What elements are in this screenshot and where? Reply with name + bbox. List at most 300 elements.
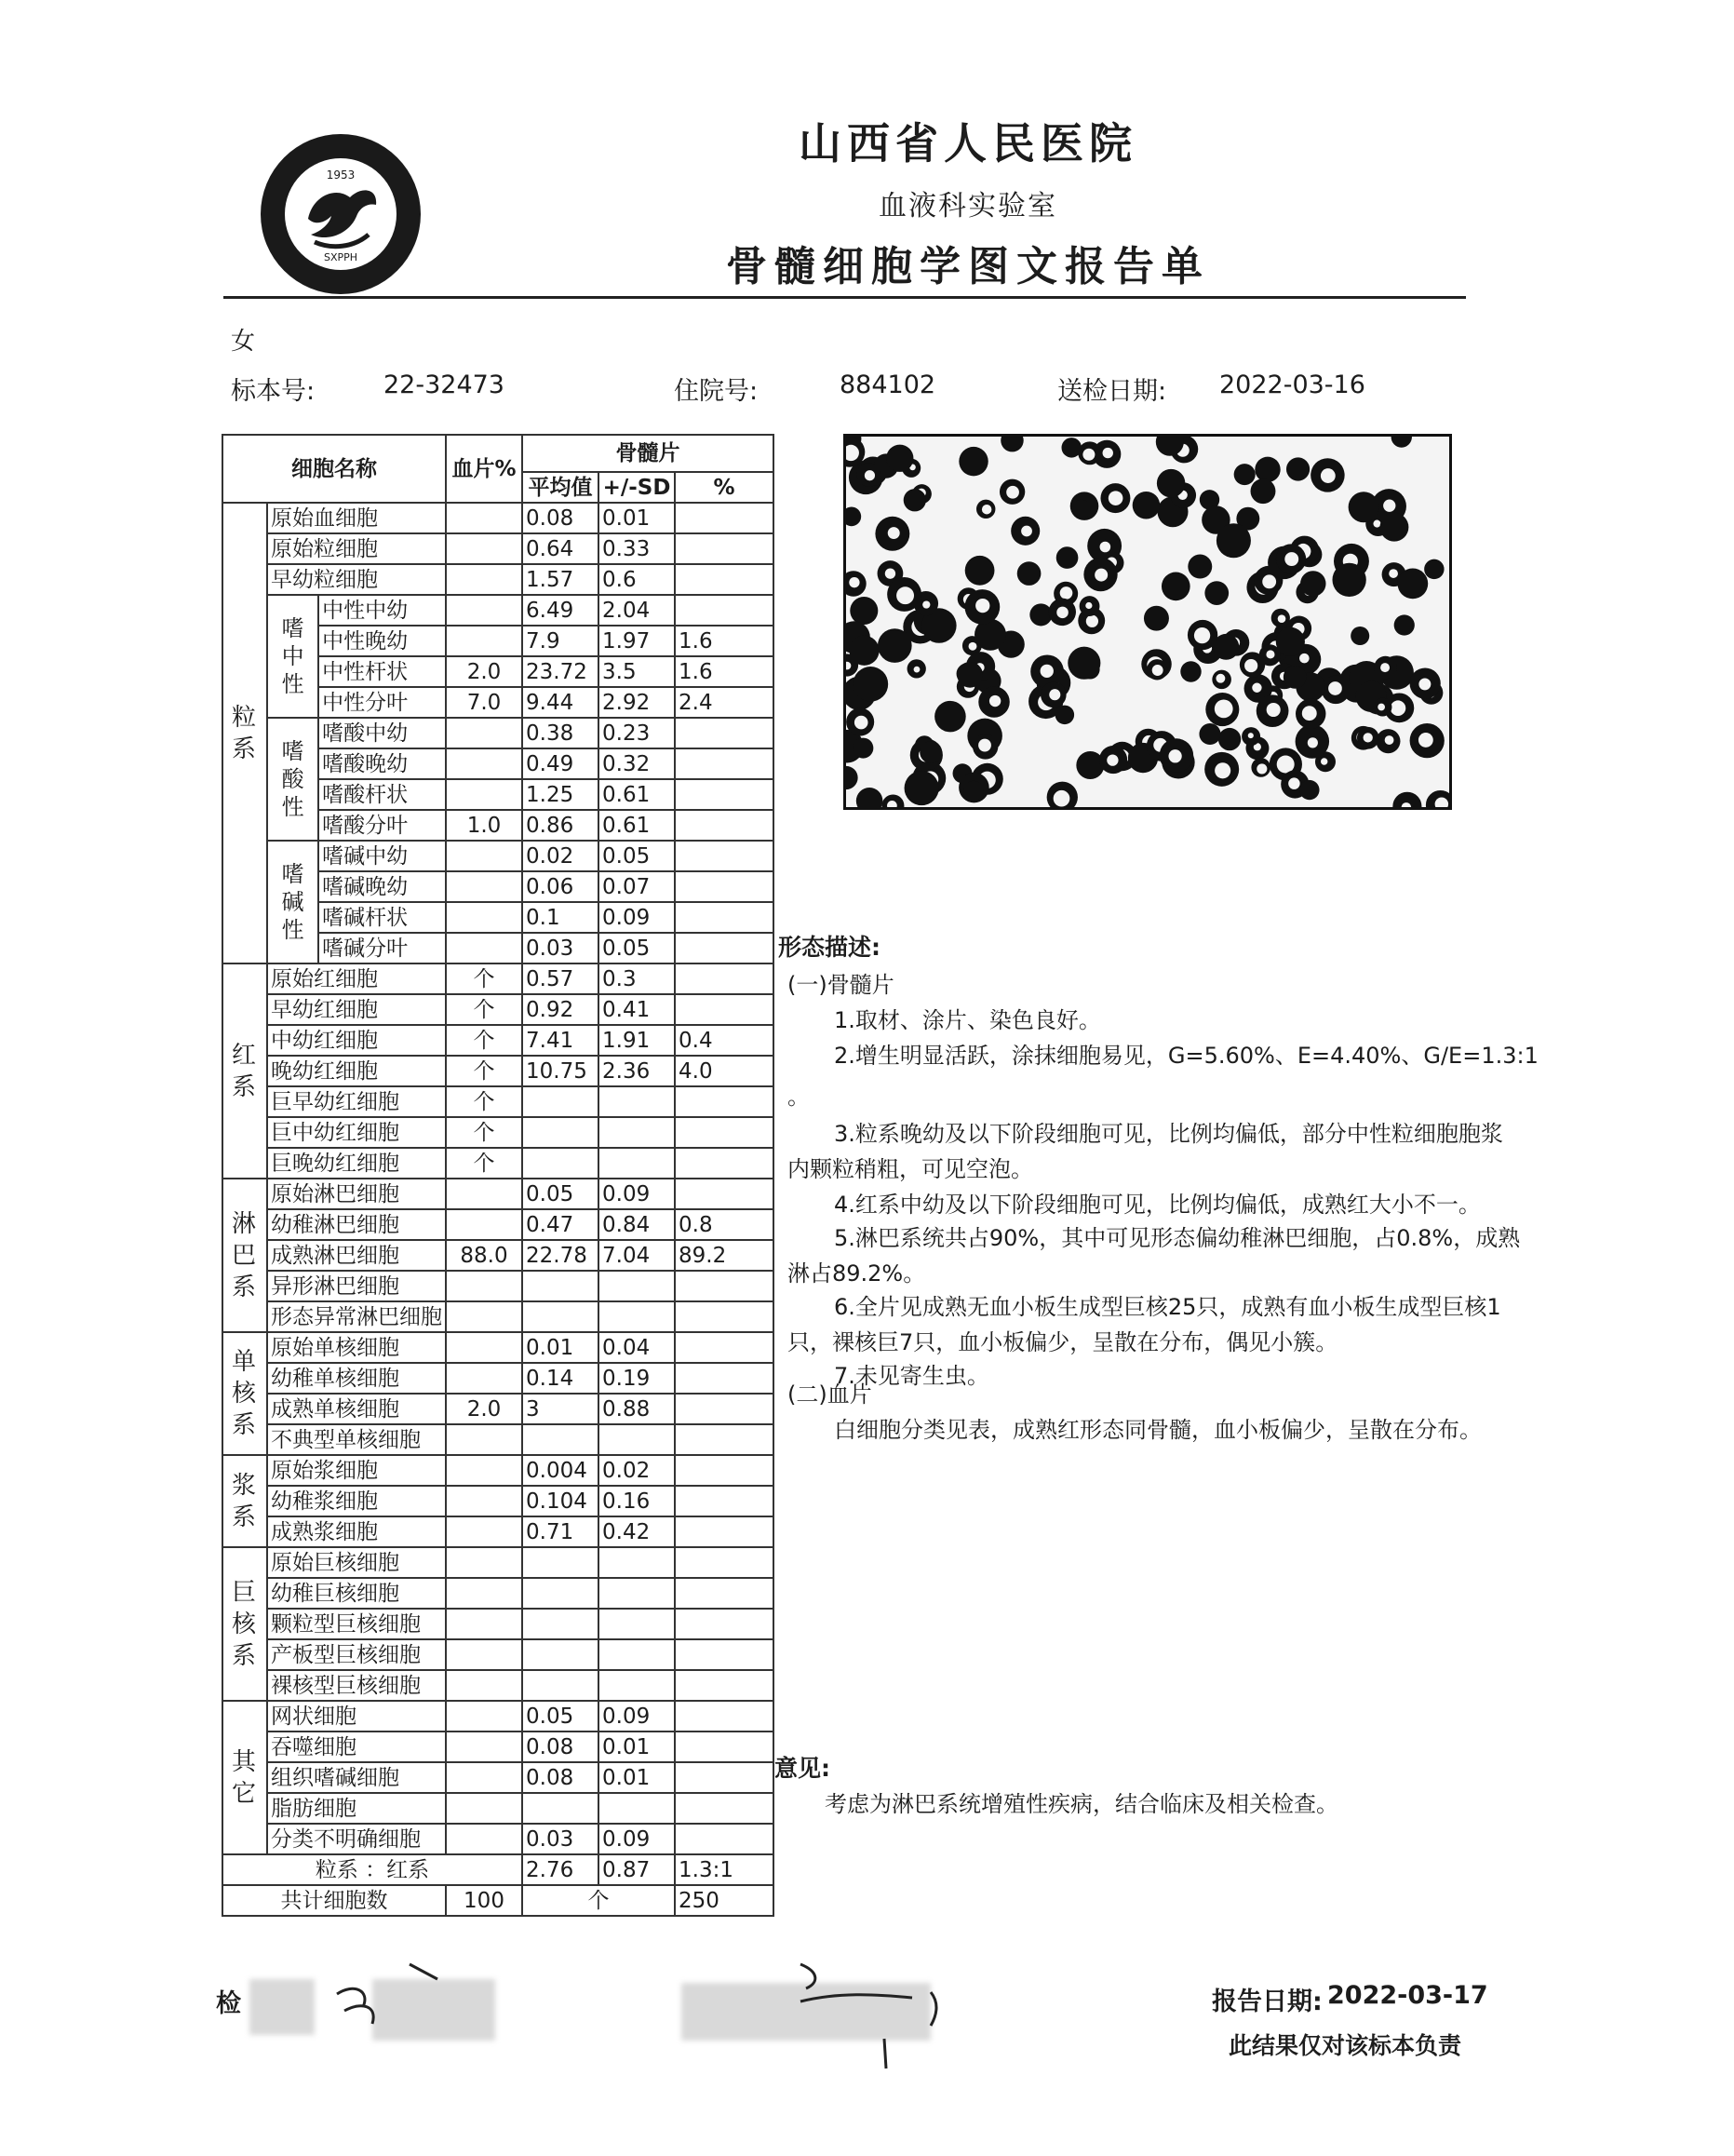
ratio-row bbox=[222, 1854, 773, 1885]
cell-name: 不典型单核细胞 bbox=[267, 1424, 446, 1455]
header-sd: +/-SD bbox=[598, 472, 675, 503]
marrow-mean: 0.004 bbox=[522, 1455, 598, 1486]
marrow-pct bbox=[675, 1394, 773, 1424]
group-lymphoid: 淋巴系 bbox=[222, 1179, 267, 1332]
marrow-mean: 6.49 bbox=[522, 595, 598, 626]
cell-name: 中性中幼 bbox=[318, 595, 446, 626]
description-line: 内颗粒稍粗，可见空泡。 bbox=[787, 1156, 1033, 1182]
marrow-mean bbox=[522, 1547, 598, 1578]
blood-pct bbox=[446, 1271, 522, 1301]
marrow-sd bbox=[598, 1271, 675, 1301]
table-row bbox=[222, 1732, 773, 1762]
blood-pct bbox=[446, 1516, 522, 1547]
blood-pct: 个 bbox=[446, 1117, 522, 1148]
total-unit: 个 bbox=[522, 1885, 675, 1916]
table-row bbox=[222, 1179, 773, 1209]
blood-pct bbox=[446, 1762, 522, 1793]
cell-name: 中性分叶 bbox=[318, 687, 446, 718]
table-row bbox=[222, 1516, 773, 1547]
marrow-pct: 0.8 bbox=[675, 1209, 773, 1240]
marrow-sd: 1.91 bbox=[598, 1025, 675, 1056]
marrow-pct bbox=[675, 718, 773, 748]
cell-name: 嗜碱杆状 bbox=[318, 902, 446, 933]
marrow-mean bbox=[522, 1301, 598, 1332]
marrow-sd: 1.97 bbox=[598, 626, 675, 656]
marrow-pct bbox=[675, 748, 773, 779]
marrow-pct bbox=[675, 1701, 773, 1732]
group-erythroid: 红系 bbox=[222, 963, 267, 1179]
cell-name: 早幼红细胞 bbox=[267, 994, 446, 1025]
description-line: 2.增生明显活跃，涂抹细胞易见，G=5.60%、E=4.40%、G/E=1.3:1 bbox=[834, 1043, 1539, 1069]
marrow-mean: 0.03 bbox=[522, 1824, 598, 1854]
table-row bbox=[222, 1025, 773, 1056]
marrow-sd: 0.3 bbox=[598, 963, 675, 994]
cell-name: 原始巨核细胞 bbox=[267, 1547, 446, 1578]
marrow-pct bbox=[675, 963, 773, 994]
marrow-sd: 0.02 bbox=[598, 1455, 675, 1486]
marrow-sd: 0.05 bbox=[598, 933, 675, 963]
cell-name: 组织嗜碱细胞 bbox=[267, 1762, 446, 1793]
marrow-mean: 0.104 bbox=[522, 1486, 598, 1516]
marrow-mean bbox=[522, 1271, 598, 1301]
marrow-sd: 0.01 bbox=[598, 1762, 675, 1793]
marrow-pct bbox=[675, 841, 773, 871]
marrow-mean: 0.05 bbox=[522, 1701, 598, 1732]
blood-pct bbox=[446, 1209, 522, 1240]
cell-name: 中幼红细胞 bbox=[267, 1025, 446, 1056]
marrow-sd bbox=[598, 1793, 675, 1824]
marrow-pct bbox=[675, 1301, 773, 1332]
cell-name: 成熟浆细胞 bbox=[267, 1516, 446, 1547]
description-line: 1.取材、涂片、染色良好。 bbox=[834, 1007, 1101, 1033]
marrow-sd bbox=[598, 1639, 675, 1670]
marrow-pct bbox=[675, 1486, 773, 1516]
cell-name: 成熟单核细胞 bbox=[267, 1394, 446, 1424]
marrow-pct bbox=[675, 1578, 773, 1609]
marrow-pct: 1.6 bbox=[675, 656, 773, 687]
cell-name: 原始浆细胞 bbox=[267, 1455, 446, 1486]
cell-name: 嗜碱晚幼 bbox=[318, 871, 446, 902]
table-row bbox=[222, 1486, 773, 1516]
marrow-pct bbox=[675, 933, 773, 963]
description-line: 3.粒系晚幼及以下阶段细胞可见，比例均偏低，部分中性粒细胞胞浆 bbox=[834, 1121, 1503, 1147]
submit-date: 2022-03-16 bbox=[1219, 371, 1365, 399]
marrow-mean: 0.86 bbox=[522, 810, 598, 841]
marrow-pct bbox=[675, 994, 773, 1025]
total-marrow: 250 bbox=[675, 1885, 773, 1916]
marrow-sd bbox=[598, 1301, 675, 1332]
marrow-mean bbox=[522, 1578, 598, 1609]
header-marrow: 骨髓片 bbox=[522, 435, 773, 472]
marrow-pct bbox=[675, 1424, 773, 1455]
table-row bbox=[222, 1701, 773, 1732]
blood-pct bbox=[446, 503, 522, 533]
blood-pct bbox=[446, 1424, 522, 1455]
marrow-mean: 0.08 bbox=[522, 1762, 598, 1793]
table-row bbox=[222, 1639, 773, 1670]
marrow-pct bbox=[675, 1793, 773, 1824]
blood-pct: 个 bbox=[446, 994, 522, 1025]
blood-pct: 7.0 bbox=[446, 687, 522, 718]
group-megakaryocyte: 巨核系 bbox=[222, 1547, 267, 1701]
marrow-mean: 7.9 bbox=[522, 626, 598, 656]
department-name: 血液科实验室 bbox=[879, 190, 1057, 222]
marrow-sd: 0.09 bbox=[598, 1179, 675, 1209]
marrow-pct: 2.4 bbox=[675, 687, 773, 718]
subgroup-eosinophil: 嗜酸性 bbox=[267, 718, 318, 841]
marrow-pct bbox=[675, 1332, 773, 1363]
total-row bbox=[222, 1885, 773, 1916]
hospital-name: 山西省人民医院 bbox=[799, 118, 1137, 168]
marrow-sd: 0.84 bbox=[598, 1209, 675, 1240]
table-row bbox=[222, 533, 773, 564]
cell-name: 早幼粒细胞 bbox=[267, 564, 446, 595]
table-row bbox=[222, 503, 773, 533]
table-row bbox=[222, 1240, 773, 1271]
cell-name: 嗜碱分叶 bbox=[318, 933, 446, 963]
blood-pct bbox=[446, 626, 522, 656]
cell-name: 嗜酸分叶 bbox=[318, 810, 446, 841]
subgroup-neutrophil: 嗜中性 bbox=[267, 595, 318, 718]
table-row bbox=[222, 595, 773, 626]
blood-pct bbox=[446, 533, 522, 564]
inpatient-label: 住院号: bbox=[674, 377, 759, 406]
marrow-mean: 0.38 bbox=[522, 718, 598, 748]
marrow-pct bbox=[675, 1824, 773, 1854]
marrow-mean: 0.64 bbox=[522, 533, 598, 564]
marrow-sd: 0.6 bbox=[598, 564, 675, 595]
total-blood: 100 bbox=[446, 1885, 522, 1916]
marrow-pct bbox=[675, 902, 773, 933]
marrow-sd bbox=[598, 1424, 675, 1455]
marrow-mean: 10.75 bbox=[522, 1056, 598, 1086]
marrow-mean: 0.08 bbox=[522, 1732, 598, 1762]
marrow-sd bbox=[598, 1148, 675, 1179]
opinion-text: 考虑为淋巴系统增殖性疾病，结合临床及相关检查。 bbox=[825, 1791, 1338, 1817]
marrow-mean: 0.08 bbox=[522, 503, 598, 533]
group-plasma: 浆系 bbox=[222, 1455, 267, 1547]
marrow-pct bbox=[675, 1670, 773, 1701]
marrow-sd: 0.01 bbox=[598, 503, 675, 533]
marrow-mean: 0.01 bbox=[522, 1332, 598, 1363]
cell-name: 原始血细胞 bbox=[267, 503, 446, 533]
marrow-sd bbox=[598, 1670, 675, 1701]
specimen-label: 标本号: bbox=[231, 377, 316, 406]
table-row bbox=[222, 1209, 773, 1240]
marrow-pct: 0.4 bbox=[675, 1025, 773, 1056]
marrow-mean bbox=[522, 1424, 598, 1455]
description-line: 。 bbox=[787, 1084, 810, 1110]
blood-pct bbox=[446, 748, 522, 779]
blood-pct: 2.0 bbox=[446, 1394, 522, 1424]
marrow-sd: 0.04 bbox=[598, 1332, 675, 1363]
ratio-sd: 0.87 bbox=[598, 1854, 675, 1885]
marrow-mean: 22.78 bbox=[522, 1240, 598, 1271]
marrow-mean: 0.92 bbox=[522, 994, 598, 1025]
cell-name: 幼稚巨核细胞 bbox=[267, 1578, 446, 1609]
blood-pct: 2.0 bbox=[446, 656, 522, 687]
morphology-title: 形态描述: bbox=[778, 934, 880, 961]
marrow-sd: 0.09 bbox=[598, 1701, 675, 1732]
disclaimer: 此结果仅对该标本负责 bbox=[1229, 2032, 1462, 2059]
description-line: 4.红系中幼及以下阶段细胞可见，比例均偏低，成熟红大小不一。 bbox=[834, 1192, 1481, 1218]
marrow-sd bbox=[598, 1578, 675, 1609]
table-row bbox=[222, 1301, 773, 1332]
blood-pct: 88.0 bbox=[446, 1240, 522, 1271]
marrow-pct bbox=[675, 533, 773, 564]
marrow-mean: 1.25 bbox=[522, 779, 598, 810]
blood-pct bbox=[446, 1578, 522, 1609]
blood-pct bbox=[446, 595, 522, 626]
marrow-sd: 0.32 bbox=[598, 748, 675, 779]
blood-pct bbox=[446, 718, 522, 748]
table-row bbox=[222, 1394, 773, 1424]
marrow-mean: 0.02 bbox=[522, 841, 598, 871]
marrow-mean bbox=[522, 1639, 598, 1670]
group-other: 其它 bbox=[222, 1701, 267, 1854]
blood-pct: 个 bbox=[446, 1056, 522, 1086]
group-monocyte: 单核系 bbox=[222, 1332, 267, 1455]
marrow-mean: 0.05 bbox=[522, 1179, 598, 1209]
blood-pct bbox=[446, 1793, 522, 1824]
blood-pct bbox=[446, 779, 522, 810]
marrow-pct bbox=[675, 1455, 773, 1486]
blood-pct: 1.0 bbox=[446, 810, 522, 841]
blood-pct: 个 bbox=[446, 1148, 522, 1179]
marrow-pct: 89.2 bbox=[675, 1240, 773, 1271]
table-row bbox=[222, 1762, 773, 1793]
cell-name: 嗜酸晚幼 bbox=[318, 748, 446, 779]
blood-pct bbox=[446, 871, 522, 902]
header-mean: 平均值 bbox=[522, 472, 598, 503]
blood-pct: 个 bbox=[446, 1086, 522, 1117]
marrow-mean bbox=[522, 1148, 598, 1179]
logo-year: 1953 bbox=[326, 168, 356, 182]
marrow-mean bbox=[522, 1793, 598, 1824]
cell-name: 裸核型巨核细胞 bbox=[267, 1670, 446, 1701]
marrow-sd: 0.01 bbox=[598, 1732, 675, 1762]
marrow-pct bbox=[675, 1609, 773, 1639]
cell-name: 巨晚幼红细胞 bbox=[267, 1148, 446, 1179]
blood-pct bbox=[446, 1363, 522, 1394]
marrow-heading: (一)骨髓片 bbox=[787, 972, 894, 998]
header-cell-name: 细胞名称 bbox=[222, 435, 446, 503]
marrow-sd: 0.61 bbox=[598, 779, 675, 810]
cell-name: 颗粒型巨核细胞 bbox=[267, 1609, 446, 1639]
marrow-pct: 1.6 bbox=[675, 626, 773, 656]
cell-name: 巨早幼红细胞 bbox=[267, 1086, 446, 1117]
opinion-title: 意见: bbox=[774, 1755, 830, 1782]
report-date: 2022-03-17 bbox=[1327, 1981, 1488, 2010]
cell-name: 晚幼红细胞 bbox=[267, 1056, 446, 1086]
table-row bbox=[222, 1148, 773, 1179]
patient-gender: 女 bbox=[231, 328, 256, 356]
marrow-mean: 0.47 bbox=[522, 1209, 598, 1240]
marrow-sd bbox=[598, 1117, 675, 1148]
table-row bbox=[222, 564, 773, 595]
marrow-mean: 23.72 bbox=[522, 656, 598, 687]
marrow-sd: 7.04 bbox=[598, 1240, 675, 1271]
blood-pct bbox=[446, 933, 522, 963]
marrow-sd: 0.07 bbox=[598, 871, 675, 902]
description-line: 6.全片见成熟无血小板生成型巨核25只，成熟有血小板生成型巨核1 bbox=[834, 1294, 1501, 1320]
marrow-mean bbox=[522, 1670, 598, 1701]
marrow-mean bbox=[522, 1609, 598, 1639]
table-row bbox=[222, 1670, 773, 1701]
blood-pct bbox=[446, 1301, 522, 1332]
marrow-mean bbox=[522, 1086, 598, 1117]
blood-pct bbox=[446, 1639, 522, 1670]
table-row bbox=[222, 1271, 773, 1301]
report-date-label: 报告日期: bbox=[1212, 1988, 1323, 2016]
marrow-sd: 0.19 bbox=[598, 1363, 675, 1394]
cell-name: 形态异常淋巴细胞 bbox=[267, 1301, 446, 1332]
blood-pct bbox=[446, 1547, 522, 1578]
marrow-pct bbox=[675, 1117, 773, 1148]
marrow-mean: 0.57 bbox=[522, 963, 598, 994]
marrow-pct bbox=[675, 871, 773, 902]
marrow-mean bbox=[522, 1117, 598, 1148]
table-row bbox=[222, 1363, 773, 1394]
marrow-mean: 7.41 bbox=[522, 1025, 598, 1056]
group-granulocyte: 粒系 bbox=[222, 503, 267, 963]
bone-marrow-micrograph bbox=[843, 434, 1452, 810]
description-line: 只，裸核巨7只，血小板偏少，呈散在分布，偶见小簇。 bbox=[787, 1329, 1338, 1355]
marrow-pct bbox=[675, 595, 773, 626]
marrow-sd: 0.61 bbox=[598, 810, 675, 841]
cell-name: 幼稚浆细胞 bbox=[267, 1486, 446, 1516]
cell-name: 嗜碱中幼 bbox=[318, 841, 446, 871]
marrow-pct bbox=[675, 1148, 773, 1179]
blood-pct: 个 bbox=[446, 963, 522, 994]
blood-pct bbox=[446, 1670, 522, 1701]
marrow-sd: 2.04 bbox=[598, 595, 675, 626]
blood-pct bbox=[446, 902, 522, 933]
blood-pct bbox=[446, 1486, 522, 1516]
marrow-pct bbox=[675, 1732, 773, 1762]
marrow-sd: 0.23 bbox=[598, 718, 675, 748]
specimen-number: 22-32473 bbox=[383, 371, 504, 399]
marrow-sd: 2.36 bbox=[598, 1056, 675, 1086]
marrow-mean: 0.06 bbox=[522, 871, 598, 902]
cell-name: 中性杆状 bbox=[318, 656, 446, 687]
marrow-sd bbox=[598, 1609, 675, 1639]
marrow-mean: 0.1 bbox=[522, 902, 598, 933]
inpatient-number: 884102 bbox=[840, 371, 936, 399]
blood-pct bbox=[446, 1455, 522, 1486]
marrow-sd: 0.05 bbox=[598, 841, 675, 871]
cell-name: 分类不明确细胞 bbox=[267, 1824, 446, 1854]
table-row bbox=[222, 1117, 773, 1148]
marrow-mean: 0.49 bbox=[522, 748, 598, 779]
table-row bbox=[222, 1578, 773, 1609]
cell-name: 异形淋巴细胞 bbox=[267, 1271, 446, 1301]
cell-name: 成熟淋巴细胞 bbox=[267, 1240, 446, 1271]
marrow-sd: 2.92 bbox=[598, 687, 675, 718]
marrow-pct bbox=[675, 1639, 773, 1670]
table-row bbox=[222, 1086, 773, 1117]
cell-name: 原始单核细胞 bbox=[267, 1332, 446, 1363]
marrow-pct bbox=[675, 810, 773, 841]
cell-name: 网状细胞 bbox=[267, 1701, 446, 1732]
cell-name: 嗜酸中幼 bbox=[318, 718, 446, 748]
ratio-value: 1.3:1 bbox=[675, 1854, 773, 1885]
blood-pct bbox=[446, 1701, 522, 1732]
table-row bbox=[222, 1824, 773, 1854]
header-divider bbox=[223, 296, 1466, 299]
marrow-sd: 0.42 bbox=[598, 1516, 675, 1547]
cell-name: 嗜酸杆状 bbox=[318, 779, 446, 810]
submit-date-label: 送检日期: bbox=[1057, 377, 1167, 406]
marrow-sd: 0.09 bbox=[598, 1824, 675, 1854]
blood-pct: 个 bbox=[446, 1025, 522, 1056]
blood-pct bbox=[446, 564, 522, 595]
marrow-sd bbox=[598, 1547, 675, 1578]
blood-description: 白细胞分类见表，成熟红形态同骨髓，血小板偏少，呈散在分布。 bbox=[834, 1417, 1482, 1443]
marrow-mean: 3 bbox=[522, 1394, 598, 1424]
marrow-pct bbox=[675, 779, 773, 810]
blood-pct bbox=[446, 1824, 522, 1854]
description-line: 5.淋巴系统共占90%，其中可见形态偏幼稚淋巴细胞，占0.8%，成熟 bbox=[834, 1225, 1521, 1251]
header-pct: % bbox=[675, 472, 773, 503]
cell-name: 原始粒细胞 bbox=[267, 533, 446, 564]
marrow-sd: 0.16 bbox=[598, 1486, 675, 1516]
marrow-sd: 0.33 bbox=[598, 533, 675, 564]
blood-pct bbox=[446, 1179, 522, 1209]
marrow-sd: 0.41 bbox=[598, 994, 675, 1025]
marrow-pct bbox=[675, 1516, 773, 1547]
cell-count-table bbox=[222, 434, 774, 1917]
total-label: 共计细胞数 bbox=[222, 1885, 446, 1916]
marrow-sd: 3.5 bbox=[598, 656, 675, 687]
blood-pct bbox=[446, 841, 522, 871]
marrow-pct bbox=[675, 1547, 773, 1578]
blood-pct bbox=[446, 1732, 522, 1762]
table-row bbox=[222, 1056, 773, 1086]
report-title: 骨髓细胞学图文报告单 bbox=[726, 243, 1210, 290]
marrow-mean: 9.44 bbox=[522, 687, 598, 718]
marrow-pct bbox=[675, 1363, 773, 1394]
logo-letters: SXPPH bbox=[323, 251, 358, 263]
cell-name: 脂肪细胞 bbox=[267, 1793, 446, 1824]
marrow-pct bbox=[675, 1179, 773, 1209]
blood-heading: (二)血片 bbox=[787, 1381, 872, 1408]
marrow-mean: 0.03 bbox=[522, 933, 598, 963]
cell-name: 原始红细胞 bbox=[267, 963, 446, 994]
cell-name: 巨中幼红细胞 bbox=[267, 1117, 446, 1148]
header-blood-pct: 血片% bbox=[446, 435, 522, 503]
table-row bbox=[222, 1424, 773, 1455]
table-row bbox=[222, 841, 773, 871]
ratio-label: 粒系 ：红系 bbox=[222, 1854, 522, 1885]
marrow-pct bbox=[675, 1762, 773, 1793]
table-row bbox=[222, 1547, 773, 1578]
signature-scribbles bbox=[316, 1946, 949, 2076]
cell-name: 幼稚单核细胞 bbox=[267, 1363, 446, 1394]
table-row bbox=[222, 1609, 773, 1639]
table-row bbox=[222, 963, 773, 994]
cell-name: 幼稚淋巴细胞 bbox=[267, 1209, 446, 1240]
cell-name: 中性晚幼 bbox=[318, 626, 446, 656]
table-row bbox=[222, 994, 773, 1025]
blood-pct bbox=[446, 1609, 522, 1639]
description-line: 淋占89.2%。 bbox=[787, 1260, 926, 1287]
marrow-pct bbox=[675, 1086, 773, 1117]
blood-pct bbox=[446, 1332, 522, 1363]
table-row bbox=[222, 718, 773, 748]
marrow-mean: 1.57 bbox=[522, 564, 598, 595]
cell-name: 产板型巨核细胞 bbox=[267, 1639, 446, 1670]
